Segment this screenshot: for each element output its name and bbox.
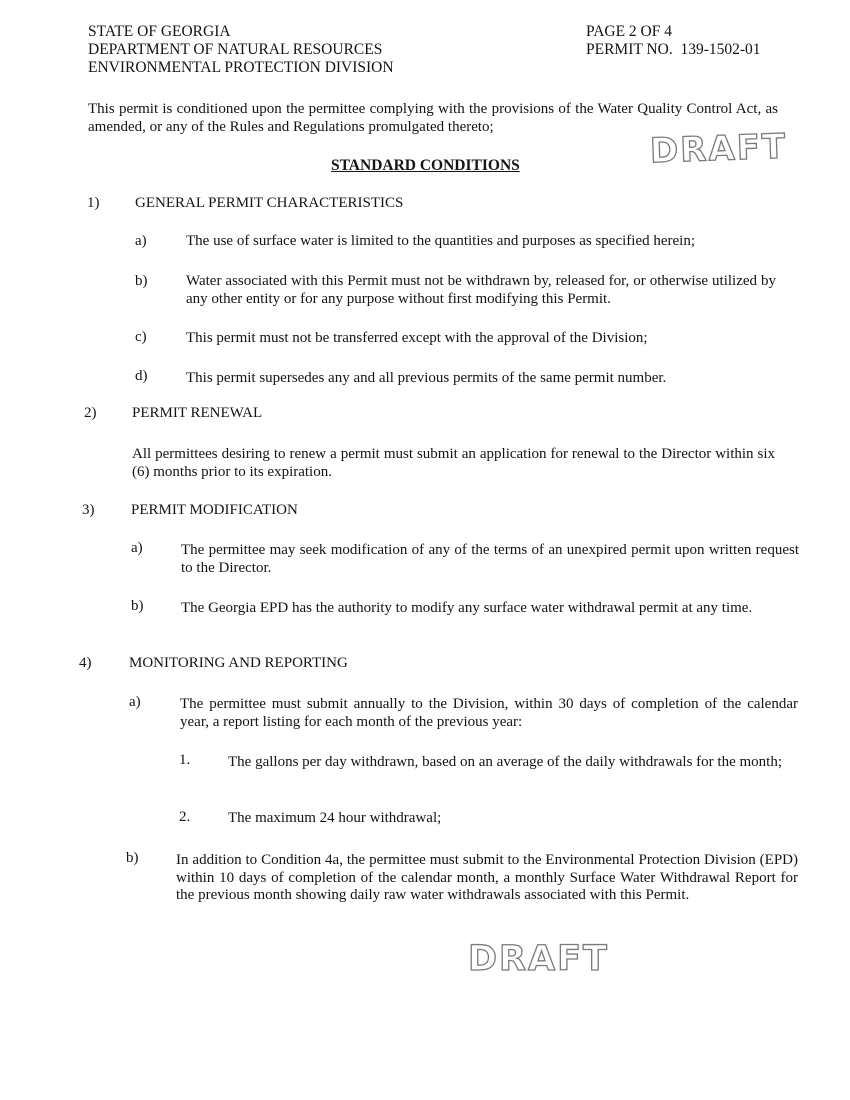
s1-item-c-label: c) — [135, 329, 147, 345]
s1-item-a-text: The use of surface water is limited to the quantities and purposes as specified herein; — [186, 233, 696, 249]
agency-line-3: ENVIRONMENTAL PROTECTION DIVISION — [88, 59, 394, 76]
page-number: PAGE 2 OF 4 — [586, 23, 672, 40]
s1-item-d-text: This permit supersedes any and all previous permits of the same permit number. — [186, 370, 667, 386]
section-2-number: 2) — [84, 405, 97, 421]
s4-a-subitem-2-label: 2. — [179, 809, 191, 825]
section-3-number: 3) — [82, 502, 95, 518]
page-info — [586, 23, 761, 59]
section-title: STANDARD CONDITIONS — [331, 157, 520, 174]
s3-item-b-text: The Georgia EPD has the authority to modify any surface water withdrawal permit at any time. — [181, 600, 753, 616]
s4-item-b-label: b) — [126, 850, 139, 866]
s1-item-b-text: Water associated with this Permit must not be withdrawn by, released for, or otherwise utilized by any other entity or for any purpose without first modifying this Permit. — [186, 273, 776, 307]
section-2-body: All permittees desiring to renew a permit must submit an application for renewal to the Director within six (6) months prior to its expiration. — [132, 446, 775, 480]
s4-a-subitem-2-text: The maximum 24 hour withdrawal; — [228, 810, 442, 826]
s4-a-subitem-1-text: The gallons per day withdrawn, based on an average of the daily withdrawals for the month; — [228, 754, 782, 770]
agency-line-1: STATE OF GEORGIA — [88, 23, 231, 40]
permit-number: PERMIT NO. 139-1502-01 — [586, 41, 761, 58]
section-1-number: 1) — [87, 195, 100, 211]
s1-item-d-label: d) — [135, 368, 148, 384]
section-3-heading: PERMIT MODIFICATION — [131, 502, 298, 518]
s1-item-c-text: This permit must not be transferred except with the approval of the Division; — [186, 330, 648, 346]
s4-item-b-text: In addition to Condition 4a, the permittee must submit to the Environmental Protection Division (EPD) within 10 days of completion of the calendar month, a monthly Surface Water Withdrawal Report for the previous month showing daily raw water withdrawals associated with this Permit. — [176, 852, 798, 903]
section-4-number: 4) — [79, 655, 92, 671]
section-4-heading: MONITORING AND REPORTING — [129, 655, 348, 671]
s4-item-a-label: a) — [129, 694, 141, 710]
section-2-heading: PERMIT RENEWAL — [132, 405, 263, 421]
agency-header — [88, 23, 394, 77]
section-1-heading: GENERAL PERMIT CHARACTERISTICS — [135, 195, 404, 211]
draft-stamp-top: DRAFT — [649, 126, 788, 172]
s4-a-subitem-1-label: 1. — [179, 752, 191, 768]
draft-stamp-bottom: DRAFT — [468, 939, 609, 979]
s3-item-b-label: b) — [131, 598, 144, 614]
s3-item-a-text: The permittee may seek modification of any of the terms of an unexpired permit upon written request to the Director. — [181, 542, 799, 576]
agency-line-2: DEPARTMENT OF NATURAL RESOURCES — [88, 41, 383, 58]
s1-item-b-label: b) — [135, 273, 148, 289]
s3-item-a-label: a) — [131, 540, 143, 556]
s4-item-a-text: The permittee must submit annually to the Division, within 30 days of completion of the calendar year, a report listing for each month of the previous year: — [180, 696, 798, 730]
s1-item-a-label: a) — [135, 233, 147, 249]
intro-paragraph: This permit is conditioned upon the permittee complying with the provisions of the Water Quality Control Act, as amended, or any of the Rules and Regulations promulgated thereto; — [88, 101, 778, 135]
